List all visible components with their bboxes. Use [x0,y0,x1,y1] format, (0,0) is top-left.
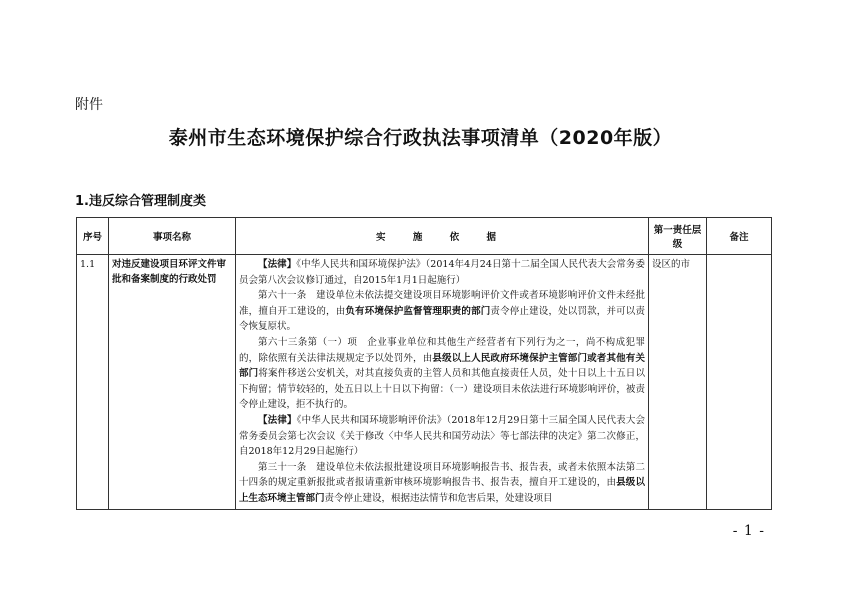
attachment-label: 附件 [75,97,103,113]
header-basis: 实 施 依 据 [236,218,649,255]
section-heading: 1.违反综合管理制度类 [75,194,206,209]
header-responsible-level: 第一责任层级 [649,218,707,255]
basis-paragraph-3: 第六十三条第（一）项 企业事业单位和其他生产经营者有下列行为之一，尚不构成犯罪的，除依照有关法律法规规定予以处罚外，由县级以上人民政府环境保护主管部门或者其他有关部门将案件移送公安机关，对其直接负责的主管人员和其他直接责任人员，处十日以上十五日以下拘留；情节较轻的，处五日以上十日以下拘留：（一）建设项目未依法进行环境影响评价，被责令停止建设，拒不执行的。 [239,336,645,411]
basis-law-tag: 【法律】 [258,414,297,426]
table-header-row [77,218,772,255]
page-number: - 1 - [732,523,765,539]
enforcement-items-table [76,217,772,510]
row-responsible-level: 设区的市 [649,255,707,510]
page-title: 泰州市生态环境保护综合行政执法事项清单（2020年版） [168,127,673,149]
row-basis [236,255,649,510]
basis-paragraph-4: 【法律】《中华人民共和国环境影响评价法》（2018年12月29日第十三届全国人民代表大会常务委员会第七次会议《关于修改〈中华人民共和国劳动法〉等七部法律的决定》第二次修正，自2018年12月29日起施行） [239,414,645,458]
header-no: 序号 [77,218,109,255]
row-note [707,255,772,510]
basis-paragraph-5: 第三十一条 建设单位未依法报批建设项目环境影响报告书、报告表，或者未依照本法第二十四条的规定重新报批或者报请重新审核环境影响报告书、报告表，擅自开工建设的，由县级以上生态环境主管部门责令停止建设，根据违法情节和危害后果，处建设项目 [239,461,645,504]
basis-paragraph-2: 第六十一条 建设单位未依法提交建设项目环境影响评价文件或者环境影响评价文件未经批准，擅自开工建设的，由负有环境保护监督管理职责的部门责令停止建设，处以罚款，并可以责令恢复原状。 [239,290,645,333]
header-item-name: 事项名称 [109,218,236,255]
row-item-name: 对违反建设项目环评文件审批和备案制度的行政处罚 [109,255,236,510]
basis-paragraph-1: 【法律】《中华人民共和国环境保护法》（2014年4月24日第十二届全国人民代表大会常务委员会第八次会议修订通过，自2015年1月1日起施行） [239,259,645,286]
basis-law-tag: 【法律】 [258,259,297,270]
header-note: 备注 [707,218,772,255]
table-row [77,255,772,510]
row-number: 1.1 [77,255,109,510]
